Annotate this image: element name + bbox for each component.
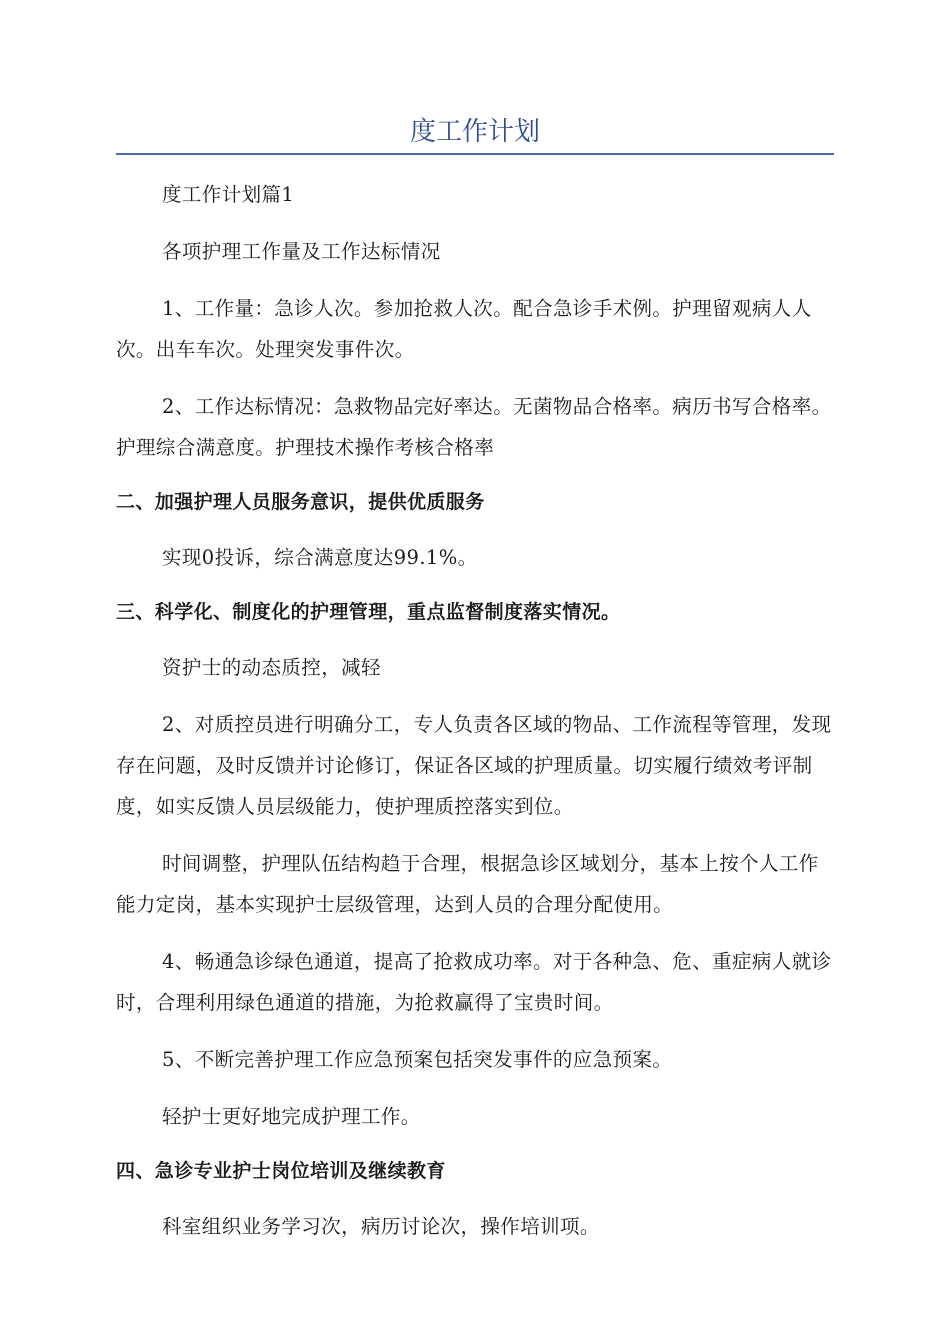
section-subtitle: 度工作计划篇1 (162, 183, 295, 206)
title-underline (116, 153, 834, 155)
paragraph: 2、工作达标情况：急救物品完好率达。无菌物品合格率。病历书写合格率。护理综合满意度。护理技术操作考核合格率 (116, 395, 832, 459)
paragraph: 5、不断完善护理工作应急预案包括突发事件的应急预案。 (162, 1048, 673, 1071)
paragraph: 资护士的动态质控，减轻 (162, 656, 381, 679)
paragraph: 实现0投诉，综合满意度达99.1%。 (162, 546, 478, 569)
paragraph: 轻护士更好地完成护理工作。 (162, 1105, 421, 1128)
paragraph: 1、工作量：急诊人次。参加抢救人次。配合急诊手术例。护理留观病人人次。出车车次。处理突发事件次。 (116, 297, 812, 361)
paragraph: 各项护理工作量及工作达标情况 (162, 240, 441, 263)
document-title: 度工作计划 (409, 117, 540, 147)
section-heading: 三、科学化、制度化的护理管理，重点监督制度落实情况。 (116, 601, 621, 623)
paragraph: 时间调整，护理队伍结构趋于合理，根据急诊区域划分，基本上按个人工作能力定岗，基本实现护士层级管理，达到人员的合理分配使用。 (116, 852, 819, 916)
section-heading: 四、急诊专业护士岗位培训及继续教育 (116, 1160, 446, 1182)
paragraph: 4、畅通急诊绿色通道，提高了抢救成功率。对于各种急、危、重症病人就诊时，合理利用绿色通道的措施，为抢救赢得了宝贵时间。 (116, 950, 832, 1014)
paragraph: 2、对质控员进行明确分工，专人负责各区域的物品、工作流程等管理，发现存在问题，及时反馈并讨论修订，保证各区域的护理质量。切实履行绩效考评制度，如实反馈人员层级能力，使护理质控落实到位。 (116, 713, 832, 818)
document-body (116, 174, 834, 1247)
paragraph: 科室组织业务学习次，病历讨论次，操作培训项。 (162, 1215, 600, 1238)
section-heading: 二、加强护理人员服务意识，提供优质服务 (116, 491, 485, 513)
